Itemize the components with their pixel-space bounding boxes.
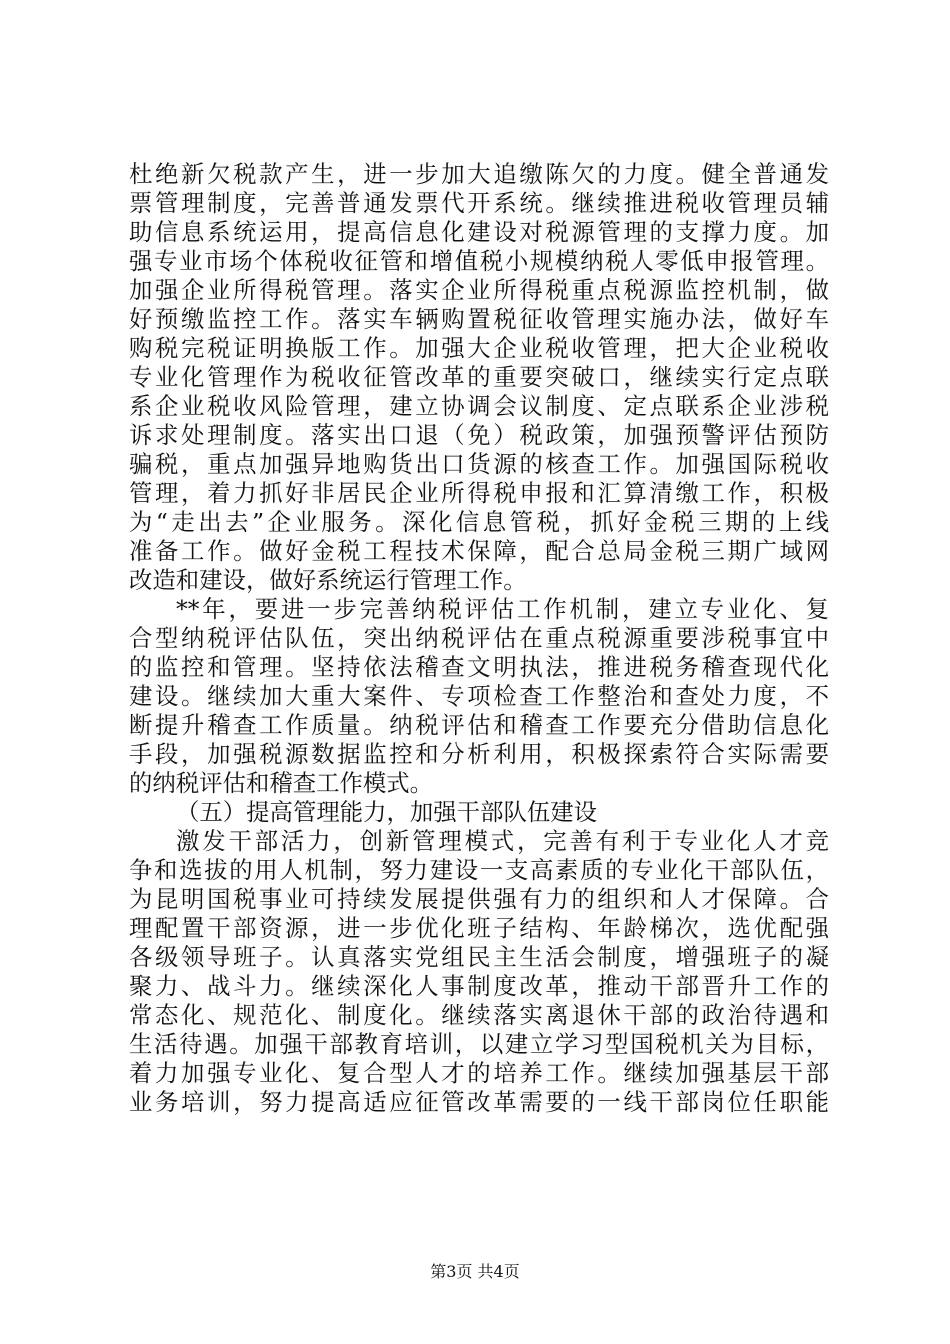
text-line: 合型纳税评估队伍，突出纳税评估在重点税源重要涉税事宜中	[129, 624, 829, 652]
text-line: 手段，加强税源数据监控和分析利用，积极探索符合实际需要	[129, 740, 829, 768]
text-line: 聚力、战斗力。继续深化人事制度改革，推动干部晋升工作的	[129, 972, 829, 1000]
text-line: 业务培训，努力提高适应征管改革需要的一线干部岗位任职能	[129, 1088, 829, 1116]
text-line: 助信息系统运用，提高信息化建设对税源管理的支撑力度。加	[129, 218, 829, 246]
text-line: 生活待遇。加强干部教育培训，以建立学习型国税机关为目标，	[129, 1030, 829, 1058]
text-line: 争和选拔的用人机制，努力建设一支高素质的专业化干部队伍，	[129, 856, 829, 884]
text-line: 常态化、规范化、制度化。继续落实离退休干部的政治待遇和	[129, 1001, 829, 1029]
text-line: 改造和建设，做好系统运行管理工作。	[129, 566, 527, 594]
page-number-footer: 第3页 共4页	[430, 1262, 520, 1281]
text-line: 加强企业所得税管理。落实企业所得税重点税源监控机制，做	[129, 276, 829, 304]
text-line: 好预缴监控工作。落实车辆购置税征收管理实施办法，做好车	[129, 305, 829, 333]
text-line: 理配置干部资源，进一步优化班子结构、年龄梯次，选优配强	[129, 914, 829, 942]
text-line: 为“走出去”企业服务。深化信息管税，抓好金税三期的上线	[129, 508, 829, 536]
text-line: 为昆明国税事业可持续发展提供强有力的组织和人才保障。合	[129, 885, 829, 913]
text-line: 骗税，重点加强异地购货出口货源的核查工作。加强国际税收	[129, 450, 829, 478]
document-body	[129, 160, 829, 1117]
text-line: 管理，着力抓好非居民企业所得税申报和汇算清缴工作，积极	[129, 479, 829, 507]
text-line: 着力加强专业化、复合型人才的培养工作。继续加强基层干部	[129, 1059, 829, 1087]
text-line: 断提升稽查工作质量。纳税评估和稽查工作要充分借助信息化	[129, 711, 829, 739]
text-line: 杜绝新欠税款产生，进一步加大追缴陈欠的力度。健全普通发	[129, 160, 829, 188]
text-line: 各级领导班子。认真落实党组民主生活会制度，增强班子的凝	[129, 943, 829, 971]
text-line: 专业化管理作为税收征管改革的重要突破口，继续实行定点联	[129, 363, 829, 391]
text-line: 建设。继续加大重大案件、专项检查工作整治和查处力度，不	[129, 682, 829, 710]
text-line: 强专业市场个体税收征管和增值税小规模纳税人零低申报管理。	[129, 247, 829, 275]
paragraph-first-line: **年，要进一步完善纳税评估工作机制，建立专业化、复	[176, 595, 829, 623]
text-line: 准备工作。做好金税工程技术保障，配合总局金税三期广域网	[129, 537, 829, 565]
text-line: 票管理制度，完善普通发票代开系统。继续推进税收管理员辅	[129, 189, 829, 217]
text-line: 的纳税评估和稽查工作模式。	[129, 769, 434, 797]
text-line: 诉求处理制度。落实出口退（免）税政策，加强预警评估预防	[129, 421, 829, 449]
text-line: 购税完税证明换版工作。加强大企业税收管理，把大企业税收	[129, 334, 829, 362]
section-heading: （五）提高管理能力，加强干部队伍建设	[176, 798, 598, 826]
text-line: 的监控和管理。坚持依法稽查文明执法，推进税务稽查现代化	[129, 653, 829, 681]
paragraph-first-line: 激发干部活力，创新管理模式，完善有利于专业化人才竞	[176, 827, 829, 855]
text-line: 系企业税收风险管理，建立协调会议制度、定点联系企业涉税	[129, 392, 829, 420]
